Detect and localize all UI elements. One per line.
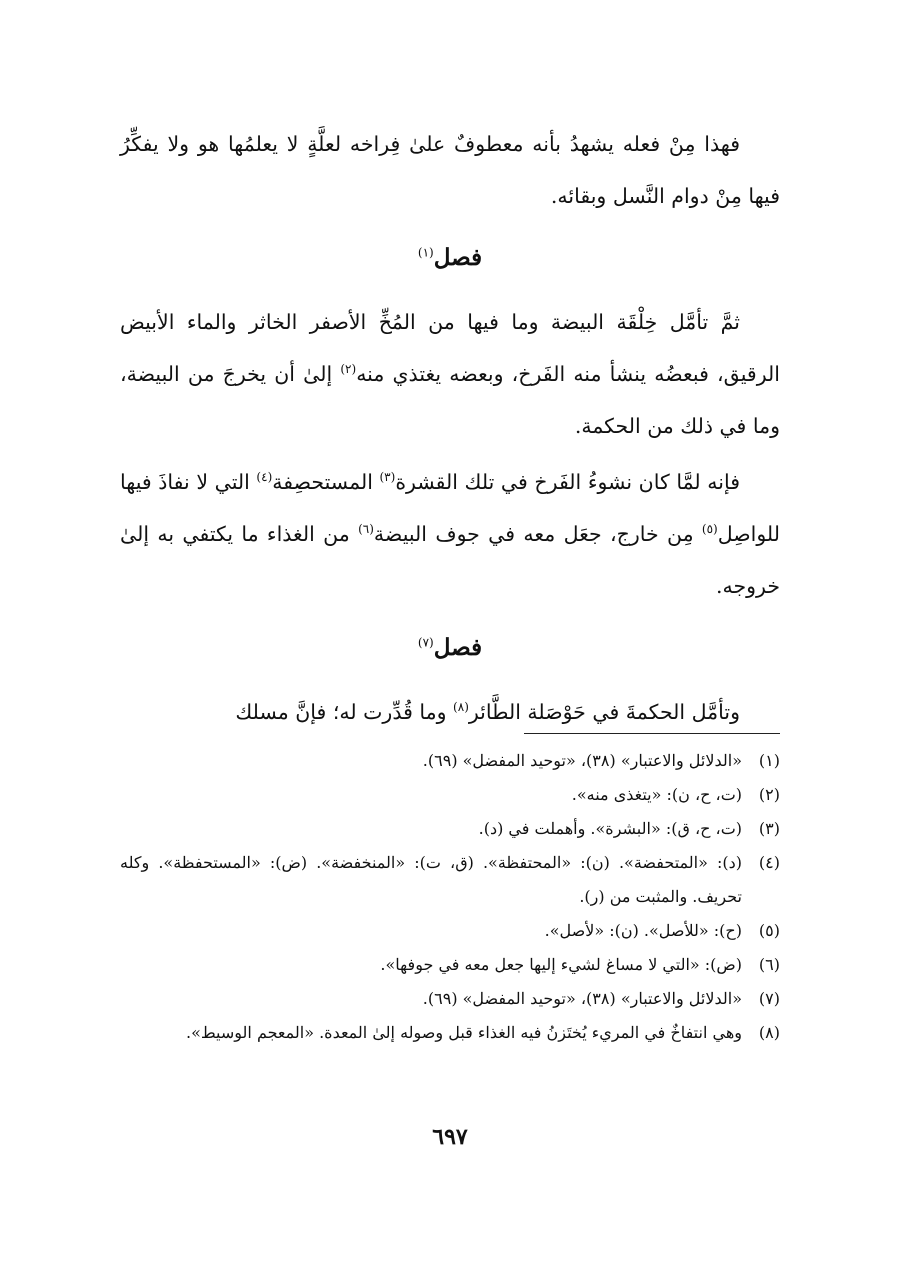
footnote-item	[120, 846, 780, 914]
footnote-text: (ض): «التي لا مساغ لشيء إليها جعل معه في جوفها».	[380, 955, 742, 974]
footnote-ref-5[interactable]: (٥)	[701, 522, 718, 537]
footnote-ref-4[interactable]: (٤)	[256, 470, 273, 485]
paragraph-3-text-a: فإنه لمَّا كان نشوءُ الفَرخ في تلك القشرة	[395, 470, 740, 494]
paragraph-2-text-a: ثمَّ تأمَّل خِلْقَة البيضة وما فيها من المُخِّ الأصفر الخاثر والماء الأبيض الرقيق، فبعضُه ينشأ منه الفَرخ، وبعضه يغتذي منه	[120, 310, 780, 386]
footnote-number: (٣)	[758, 819, 780, 838]
paragraph-2	[120, 296, 780, 452]
footnote-number: (٨)	[758, 1023, 780, 1042]
footnote-item	[120, 948, 780, 982]
footnote-ref-1[interactable]: (١)	[417, 245, 434, 260]
footnote-ref-8[interactable]: (٨)	[453, 700, 469, 715]
paragraph-3-text-b: المستحصِفة	[272, 470, 380, 494]
section-heading-2	[120, 622, 780, 674]
footnote-text: «الدلائل والاعتبار» (٣٨)، «توحيد المفضل» (٦٩).	[422, 989, 742, 1008]
paragraph-1	[120, 118, 780, 222]
footnote-text: «الدلائل والاعتبار» (٣٨)، «توحيد المفضل» (٦٩).	[422, 751, 742, 770]
footnote-divider	[524, 733, 780, 734]
footnote-item	[120, 778, 780, 812]
paragraph-4-text-a: وتأمَّل الحكمةَ في حَوْصَلة الطَّائر	[468, 700, 740, 724]
paragraph-3-text-e: من الغذاء ما يكتفي به إلىٰ خروجه.	[120, 522, 780, 598]
footnote-item	[120, 914, 780, 948]
footnote-text: (ت، ح، ن): «يتغذى منه».	[571, 785, 742, 804]
footnote-number: (٧)	[758, 989, 780, 1008]
footnote-number: (٤)	[758, 853, 780, 872]
paragraph-2-text-b: إلىٰ أن يخرجَ من البيضة، وما في ذلك من الحكمة.	[120, 362, 780, 438]
footnote-ref-6[interactable]: (٦)	[358, 522, 374, 537]
section-heading-1	[120, 232, 780, 284]
footnote-number: (٥)	[758, 921, 780, 940]
paragraph-4-text-b: وما قُدِّرت له؛ فإنَّ مسلك	[235, 700, 454, 724]
footnote-item	[120, 744, 780, 778]
section-heading-2-text: فصل	[433, 634, 483, 661]
footnotes-section	[120, 744, 780, 1050]
footnote-item	[120, 1016, 780, 1050]
footnote-number: (٦)	[758, 955, 780, 974]
footnote-number: (١)	[758, 751, 780, 770]
paragraph-3	[120, 456, 780, 612]
footnote-ref-7[interactable]: (٧)	[417, 635, 434, 650]
paragraph-4	[120, 686, 780, 738]
main-text	[120, 118, 780, 738]
footnote-ref-3[interactable]: (٣)	[379, 470, 396, 485]
paragraph-3-text-c: التي لا نفاذَ فيها للواصِل	[120, 470, 780, 546]
section-heading-1-text: فصل	[433, 244, 483, 271]
footnote-item	[120, 812, 780, 846]
footnote-text: (ت، ح، ق): «البشرة». وأهملت في (د).	[478, 819, 742, 838]
footnote-text: وهي انتفاخٌ في المريء يُختَزنُ فيه الغذاء قبل وصوله إلىٰ المعدة. «المعجم الوسيط».	[185, 1023, 742, 1042]
paragraph-1-text: فهذا مِنْ فعله يشهدُ بأنه معطوفٌ علىٰ فِراخه لعلَّةٍ لا يعلمُها هو ولا يفكِّرُ فيها مِنْ دوام النَّسل وبقائه.	[120, 132, 780, 208]
footnote-ref-2[interactable]: (٢)	[340, 362, 357, 377]
footnote-text: (ح): «للأصل». (ن): «لأصل».	[544, 921, 742, 940]
footnote-number: (٢)	[758, 785, 780, 804]
paragraph-3-text-d: مِن خارج، جعَل معه في جوف البيضة	[373, 522, 702, 546]
page-number: ٦٩٧	[432, 1124, 468, 1150]
footnote-text: (د): «المتحفضة». (ن): «المحتفظة». (ق، ت): «المنخفضة». (ض): «المستحفظة». وكله تحريف. والمثبت من (ر).	[120, 853, 742, 906]
footnote-item	[120, 982, 780, 1016]
